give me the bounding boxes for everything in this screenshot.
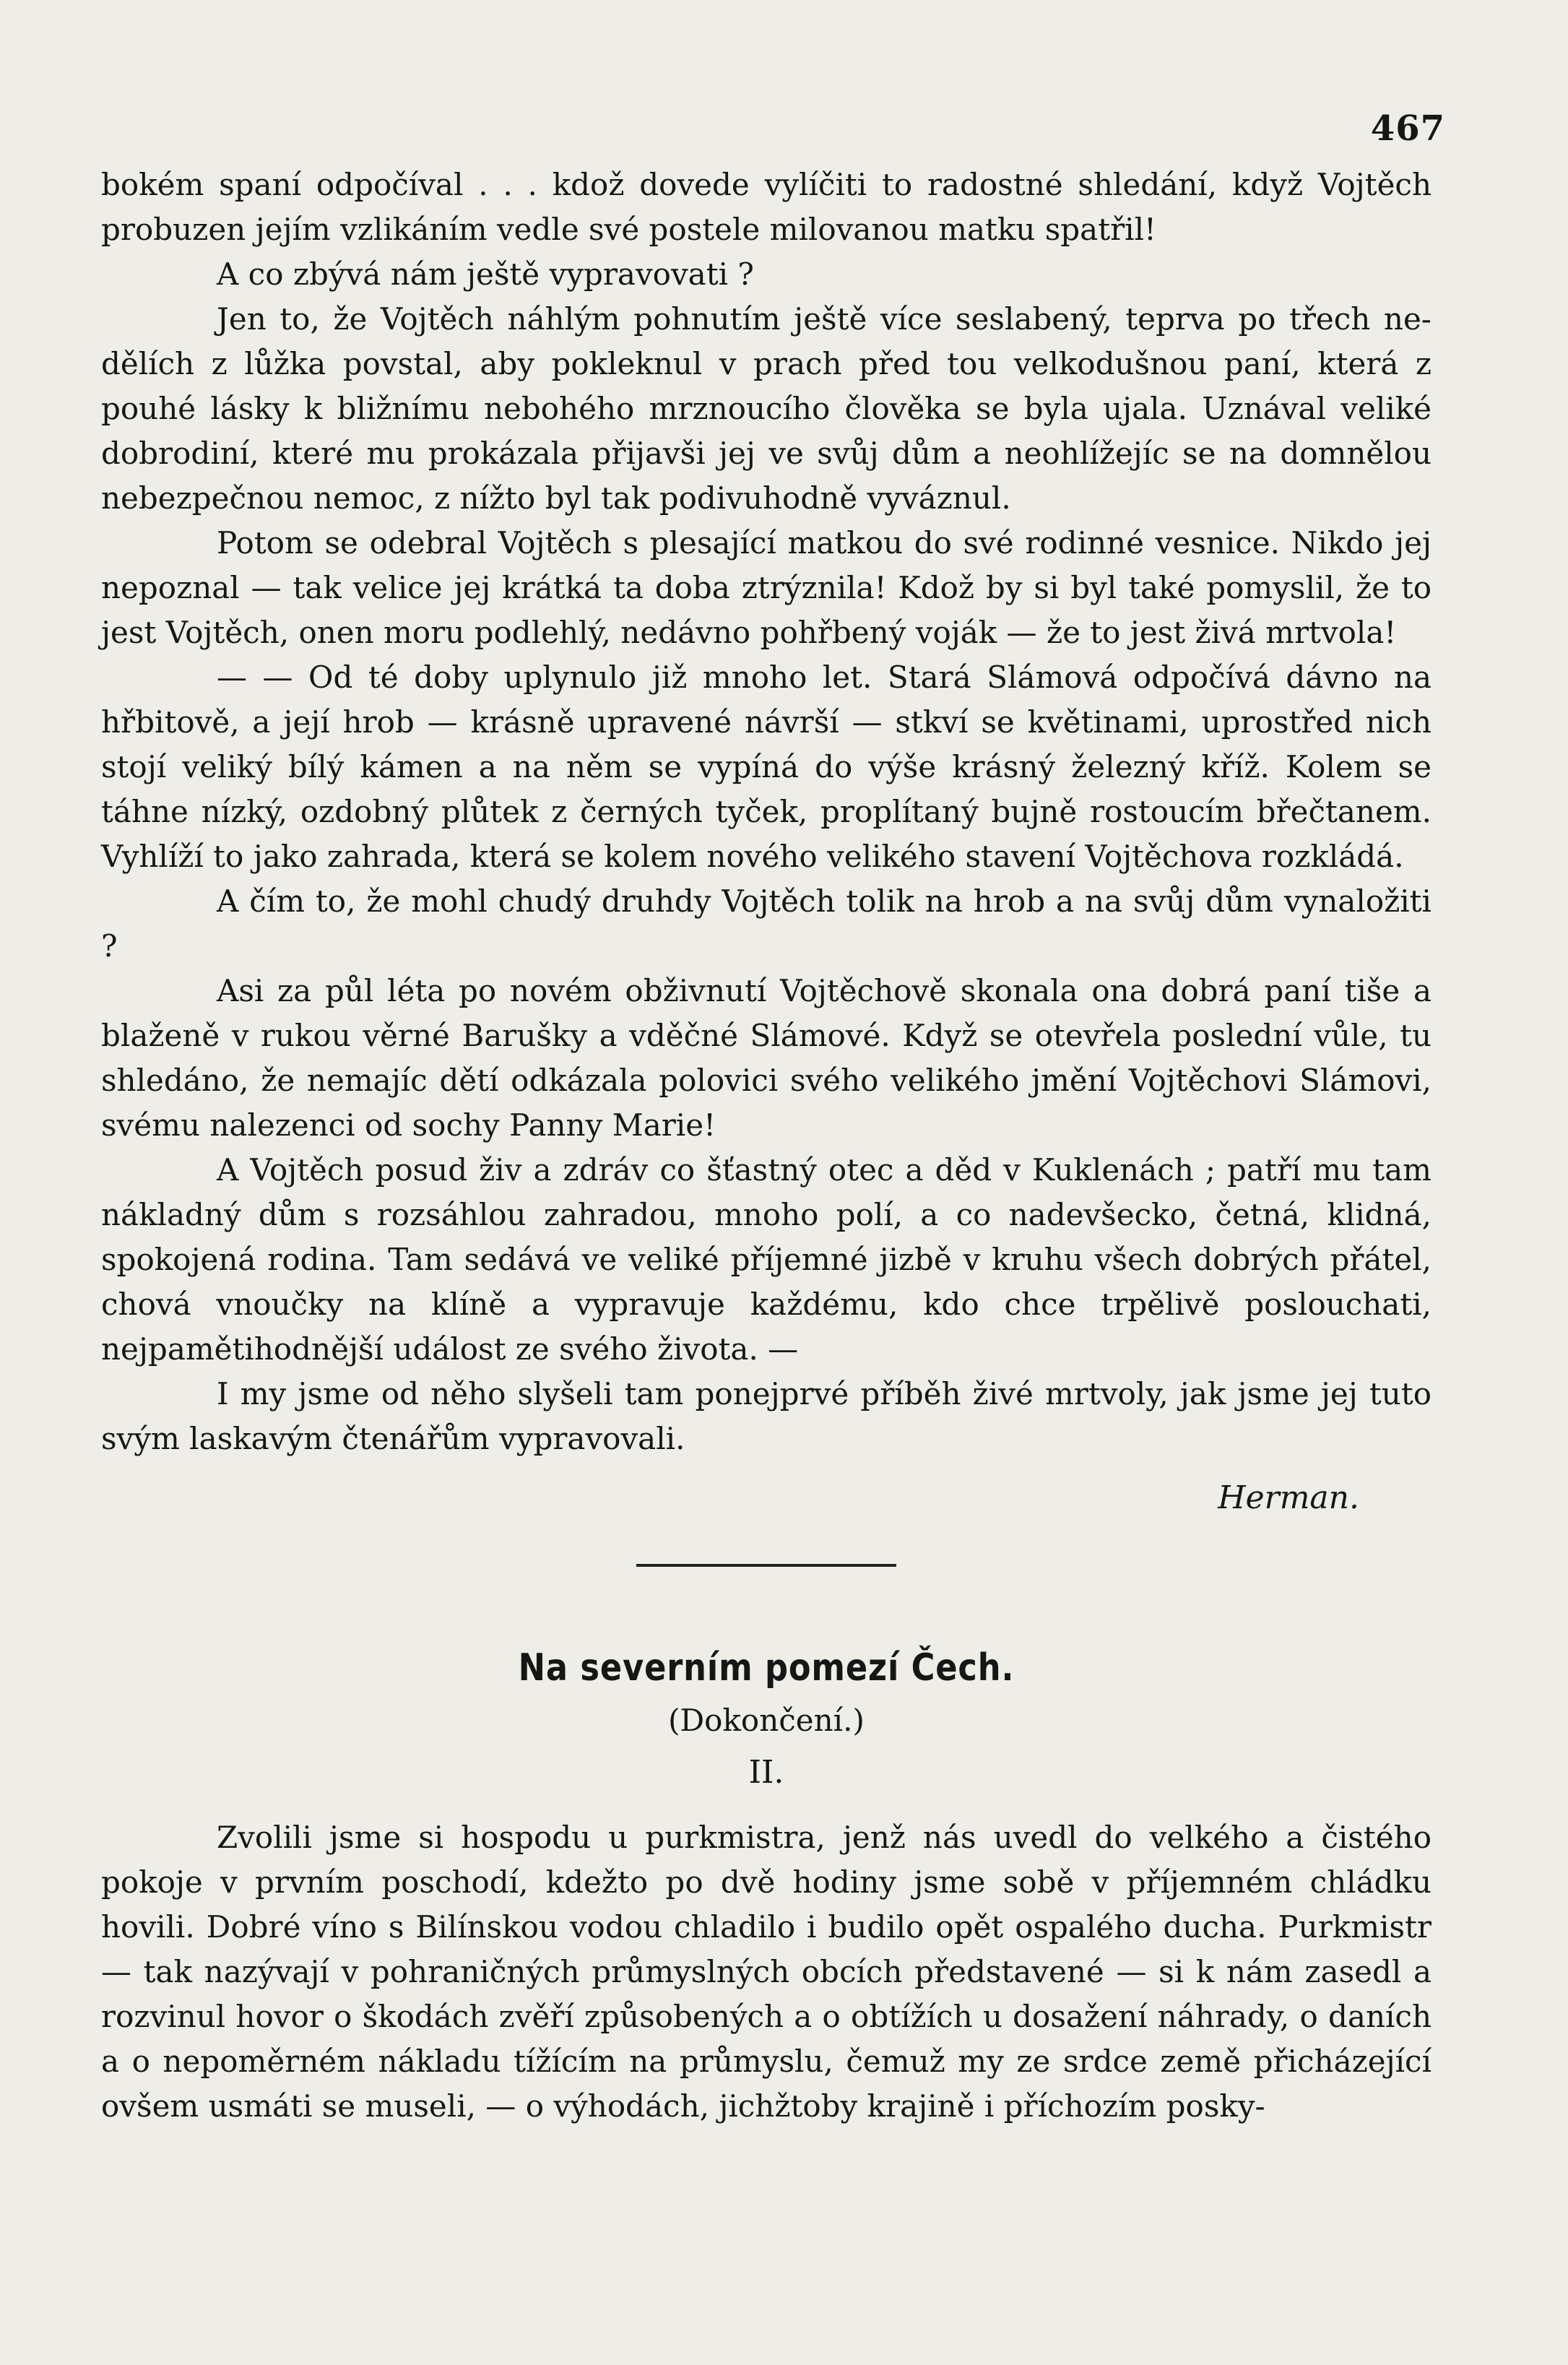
article-title: Na severním pomezí Čech. [518, 1646, 1015, 1690]
article-paragraph: Zvolili jsme si hospodu u purkmistra, jenž nás uvedl do velkého a čistého pokoje v prvním poschodí, kdežto po dvě hodiny jsme sobě v příjemném chládku hovili. Dobré víno s Bilínskou vodou chladilo i budilo opět ospalého ducha. Purkmistr — tak nazývají v pohraničných průmyslných obcích představené — si k nám zasedl a rozvinul hovor o škodách zvěří způsobených a o obtížích u dosažení náhrady, o daních a o nepoměrném nákladu tížícím na průmyslu, čemuž my ze srdce země přicházející ovšem usmáti se museli, — o výhodách, jichžtoby krajině i příchozím posky- [101, 1820, 1431, 2124]
article-subtitle: (Dokončení.) [668, 1703, 865, 1738]
paragraph: — — Od té doby uplynulo již mnoho let. Stará Slámová odpočívá dávno na hřbitově, a její hrob — krásně upravené návrší — stkví se květinami, uprostřed nich stojí veliký bílý kámen a na něm se vypíná do výše krásný železný kříž. Kolem se táhne nízký, ozdobný plůtek z černých tyček, proplítaný bujně rostoucím břečtanem. Vyhlíží to jako zahrada, která se kolem nového velikého stavení Vojtěchova rozkládá. [101, 660, 1431, 874]
paragraph: Jen to, že Vojtěch náhlým pohnutím ještě více seslabený, teprva po třech ne-dělích z lůžka povstal, aby pokleknul v prach před tou velkodušnou paní, která z pouhé lásky k bližnímu nebohého mrznoucího člověka se byla ujala. Uznával veliké dobrodiní, které mu prokázala přijavši jej ve svůj dům a neohlížejíc se na domnělou nebezpečnou nemoc, z nížto byl tak podivuhodně vyváznul. [101, 301, 1431, 516]
paragraph-continuation: bokém spaní odpočíval . . . kdož dovede vylíčiti to radostné shledání, když Vojtěch probuzen jejím vzlikáním vedle své postele milovanou matku spatřil! [101, 167, 1431, 247]
paragraph: A čím to, že mohl chudý druhdy Vojtěch tolik na hrob a na svůj dům vynaložiti ? [101, 883, 1431, 964]
author-signature: Herman. [1218, 1479, 1359, 1516]
paragraph: I my jsme od něho slyšeli tam ponejprvé příběh živé mrtvoly, jak jsme jej tuto svým laskavým čtenářům vypravovali. [101, 1376, 1431, 1456]
page-number: 467 [1370, 108, 1445, 149]
paragraph: A co zbývá nám ještě vypravovati ? [217, 256, 754, 292]
part-number: II. [748, 1754, 784, 1791]
paragraph: Asi za půl léta po novém obživnutí Vojtěchově skonala ona dobrá paní tiše a blaženě v rukou věrné Barušky a vděčné Slámové. Když se otevřela poslední vůle, tu shledáno, že nemajíc dětí odkázala polovici svého velikého jmění Vojtěchovi Slámovi, svému nalezenci od sochy Panny Marie! [101, 973, 1431, 1143]
section-divider [636, 1564, 896, 1567]
paragraph: Potom se odebral Vojtěch s plesající matkou do své rodinné vesnice. Nikdo jej nepoznal — tak velice jej krátká ta doba ztrýznila! Kdož by si byl také pomyslil, že to jest Vojtěch, onen moru podlehlý, nedávno pohřbený voják — že to jest živá mrtvola! [101, 525, 1431, 650]
text-column [101, 163, 1431, 2129]
paragraph: A Vojtěch posud živ a zdráv co šťastný otec a děd v Kuklenách ; patří mu tam nákladný dům s rozsáhlou zahradou, mnoho polí, a co nadevšecko, četná, klidná, spokojená rodina. Tam sedává ve veliké příjemné jizbě v kruhu všech dobrých přátel, chová vnoučky na klíně a vypravuje každému, kdo chce trpělivě poslouchati, nejpamětihodnější událost ze svého života. — [101, 1152, 1431, 1367]
